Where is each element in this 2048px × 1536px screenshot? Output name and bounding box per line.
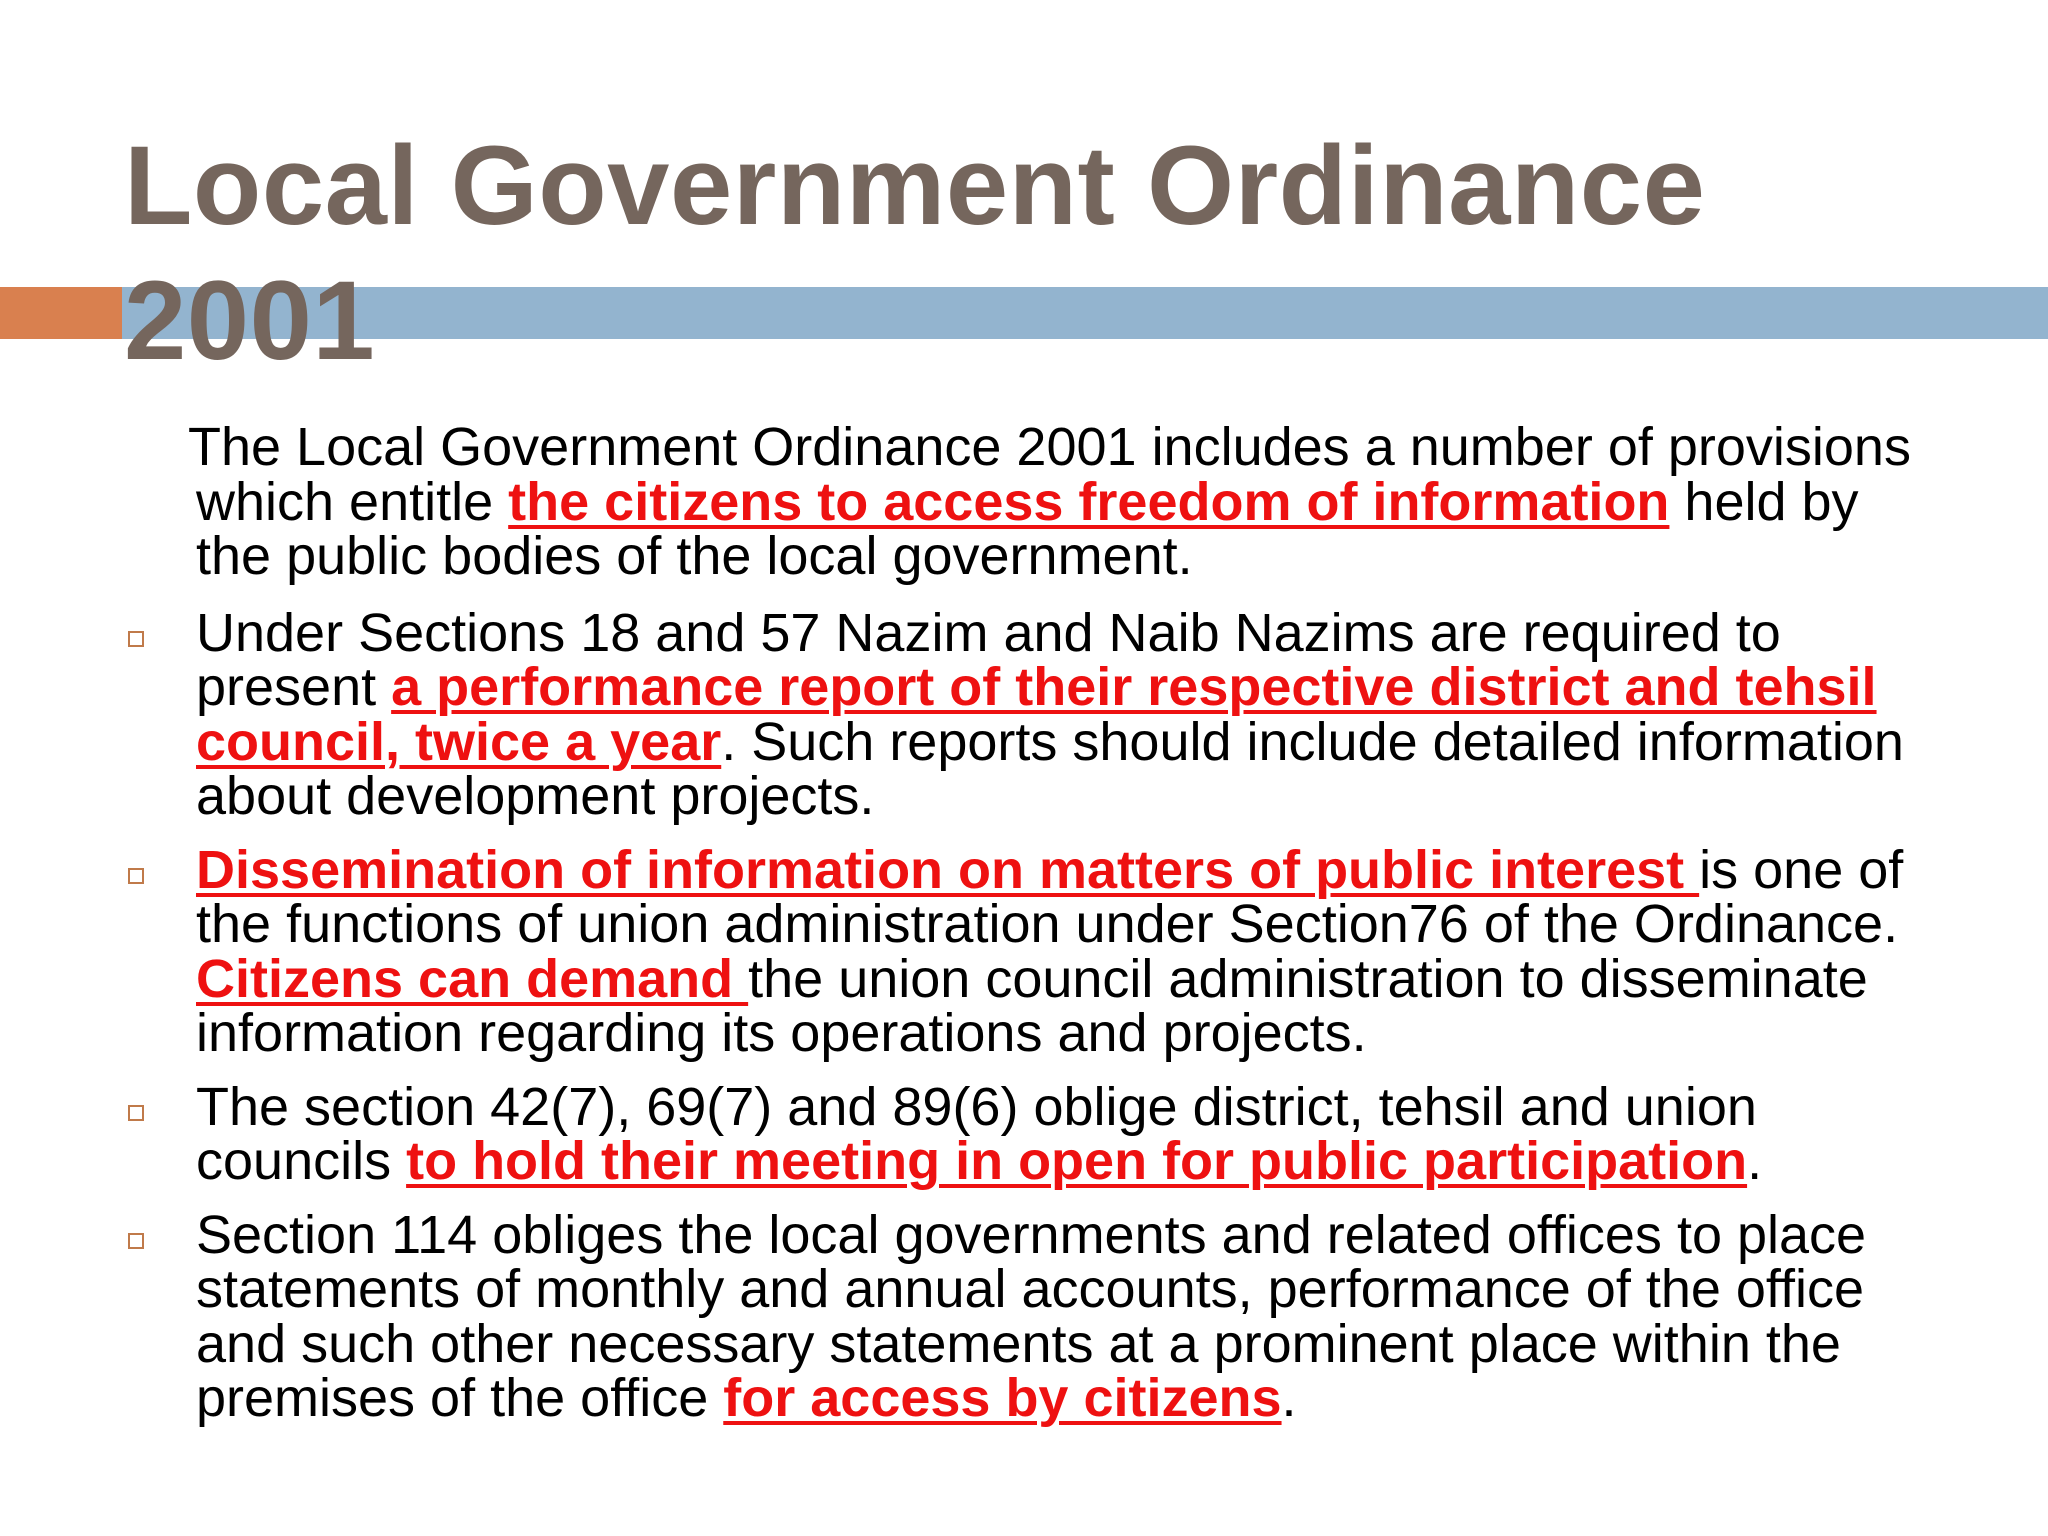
slide-body	[128, 417, 1928, 1445]
bullet-square-icon	[128, 1233, 144, 1249]
bullet-text-before: The section 42(7), 69(7) and 89(6) oblige district, tehsil and union councils	[196, 1076, 1757, 1191]
bullet-text-before: Section 114 obliges the local governments and related offices to place statements of monthly and annual accounts, performance of the office and such other necessary statements at a prominent place within the premises of the office	[196, 1204, 1867, 1428]
bullet-square-icon	[128, 631, 144, 647]
intro-highlight: the citizens to access freedom of information	[508, 471, 1670, 532]
bullet-highlight: for access by citizens	[723, 1368, 1282, 1428]
intro-text-before: The Local Government Ordinance 2001 includes a number of provisions which entitle	[188, 417, 1911, 532]
bullet-text-after: the union council administration to disseminate information regarding its operations and projects.	[196, 948, 1868, 1063]
bullet-highlight: to hold their meeting in open for public participation	[406, 1131, 1748, 1191]
bullet-highlight: a performance report of their respective district and tehsil council, twice a year	[196, 657, 1877, 772]
bullet-text-middle: is one of the functions of union administration under Section76 of the Ordinance.	[196, 839, 1904, 954]
bullet-item-open-meetings	[128, 1076, 1928, 1191]
bullet-highlight: Dissemination of information on matters of public interest	[196, 839, 1700, 900]
bullet-text-after: .	[1281, 1368, 1297, 1428]
bullet-square-icon	[128, 868, 144, 884]
intro-paragraph	[128, 417, 1928, 586]
bullet-highlight-secondary: Citizens can demand	[196, 948, 749, 1009]
slide-title: Local Government Ordinance 2001	[124, 123, 1706, 383]
bullet-item-sections-18-57	[128, 602, 1928, 826]
bullet-text-after: .	[1747, 1131, 1763, 1191]
bullet-square-icon	[128, 1105, 144, 1121]
bullet-item-section-114	[128, 1204, 1928, 1428]
bullet-text-after: . Such reports should include detailed information about development projects.	[196, 711, 1904, 826]
accent-bar-orange	[0, 287, 122, 339]
bullet-text-before: Under Sections 18 and 57 Nazim and Naib Nazims are required to present	[196, 602, 1781, 717]
bullet-item-dissemination	[128, 839, 1928, 1063]
intro-text-after: held by the public bodies of the local government.	[196, 471, 1859, 586]
